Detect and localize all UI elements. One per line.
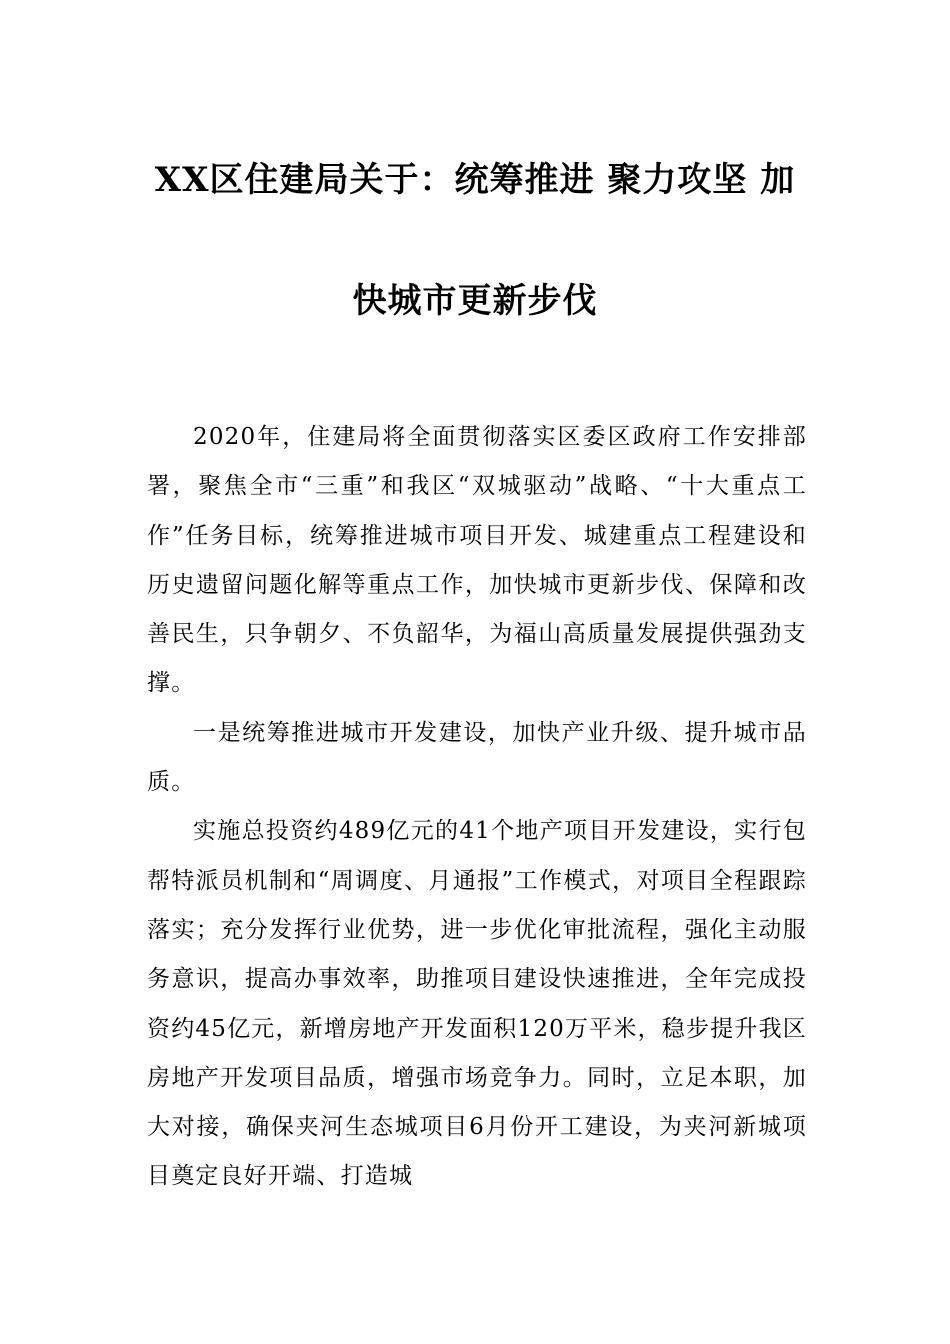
paragraph-development-details: 实施总投资约489亿元的41个地产项目开发建设，实行包帮特派员机制和“周调度、月通报”工作模式，对项目全程跟踪落实；充分发挥行业优势，进一步优化审批流程，强化主动服务意识，提高办事效率，助推项目建设快速推进，全年完成投资约45亿元，新增房地产开发面积120万平米，稳步提升我区房地产开发项目品质，增强市场竞争力。同时，立足本职，加大对接，确保夹河生态城项目6月份开工建设，为夹河新城项目奠定良好开端、打造城 [147, 818, 807, 1190]
document-title-line-2: 快城市更新步伐 [352, 281, 598, 321]
document-body [147, 413, 807, 1202]
document-title-line-1: XX区住建局关于：统筹推进 聚力攻坚 加 [154, 160, 796, 200]
paragraph-heading-one: 一是统筹推进城市开发建设，加快产业升级、提升城市品质。 [147, 719, 807, 796]
paragraph-intro: 2020年，住建局将全面贯彻落实区委区政府工作安排部署，聚焦全市“三重”和我区“双城驱动”战略、“十大重点工作”任务目标，统筹推进城市项目开发、城建重点工程建设和历史遗留问题化解等重点工作，加快城市更新步伐、保障和改善民生，只争朝夕、不负韶华，为福山高质量发展提供强劲支撑。 [147, 424, 807, 697]
